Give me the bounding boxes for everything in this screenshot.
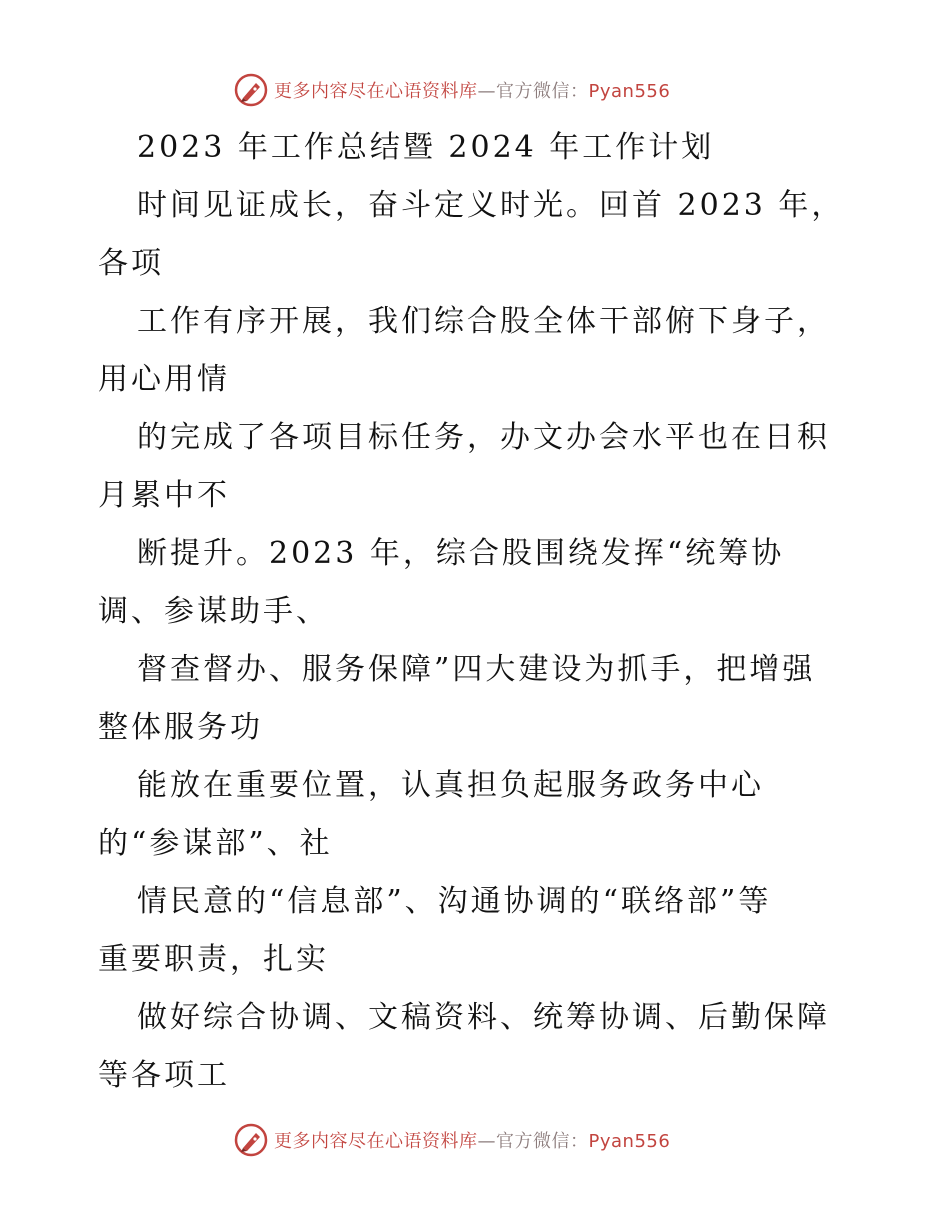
document-line: 时间见证成长，奋斗定义时光。回首 2023 年， — [137, 188, 845, 223]
document-line: 等各项工 — [98, 1058, 230, 1093]
document-line: 断提升。2023 年，综合股围绕发挥“统筹协 — [137, 536, 785, 571]
pen-logo-icon — [234, 73, 268, 107]
document-line: 各项 — [98, 246, 164, 281]
document-line: 情民意的“信息部”、沟通协调的“联络部”等 — [137, 884, 772, 919]
document-line: 工作有序开展，我们综合股全体干部俯下身子， — [137, 304, 830, 339]
watermark-header — [234, 72, 670, 108]
watermark-footer — [234, 1122, 670, 1158]
watermark-prefix: 更多内容尽在心语资料库 — [274, 1131, 478, 1152]
watermark-prefix: 更多内容尽在心语资料库 — [274, 81, 478, 102]
document-line: 能放在重要位置，认真担负起服务政务中心 — [137, 768, 764, 803]
document-line: 的“参谋部”、社 — [98, 826, 333, 861]
watermark-text — [274, 1127, 670, 1153]
watermark-wechat-label: 官方微信： — [496, 1131, 589, 1152]
watermark-dash: — — [477, 1131, 496, 1152]
document-line: 调、参谋助手、 — [98, 594, 329, 629]
watermark-wechat-id: Pyan556 — [588, 1131, 671, 1152]
watermark-dash: — — [477, 81, 496, 102]
watermark-wechat-label: 官方微信： — [496, 81, 589, 102]
document-line: 做好综合协调、文稿资料、统筹协调、后勤保障 — [137, 1000, 830, 1035]
document-line: 月累中不 — [98, 478, 230, 513]
watermark-wechat-id: Pyan556 — [588, 81, 671, 102]
watermark-text — [274, 77, 670, 103]
document-line: 用心用情 — [98, 362, 230, 397]
document-line: 督查督办、服务保障”四大建设为抓手，把增强 — [137, 652, 816, 687]
document-line: 重要职责，扎实 — [98, 942, 329, 977]
document-line: 的完成了各项目标任务，办文办会水平也在日积 — [137, 420, 830, 455]
document-line: 整体服务功 — [98, 710, 263, 745]
pen-logo-icon — [234, 1123, 268, 1157]
document-title: 2023 年工作总结暨 2024 年工作计划 — [137, 130, 715, 165]
